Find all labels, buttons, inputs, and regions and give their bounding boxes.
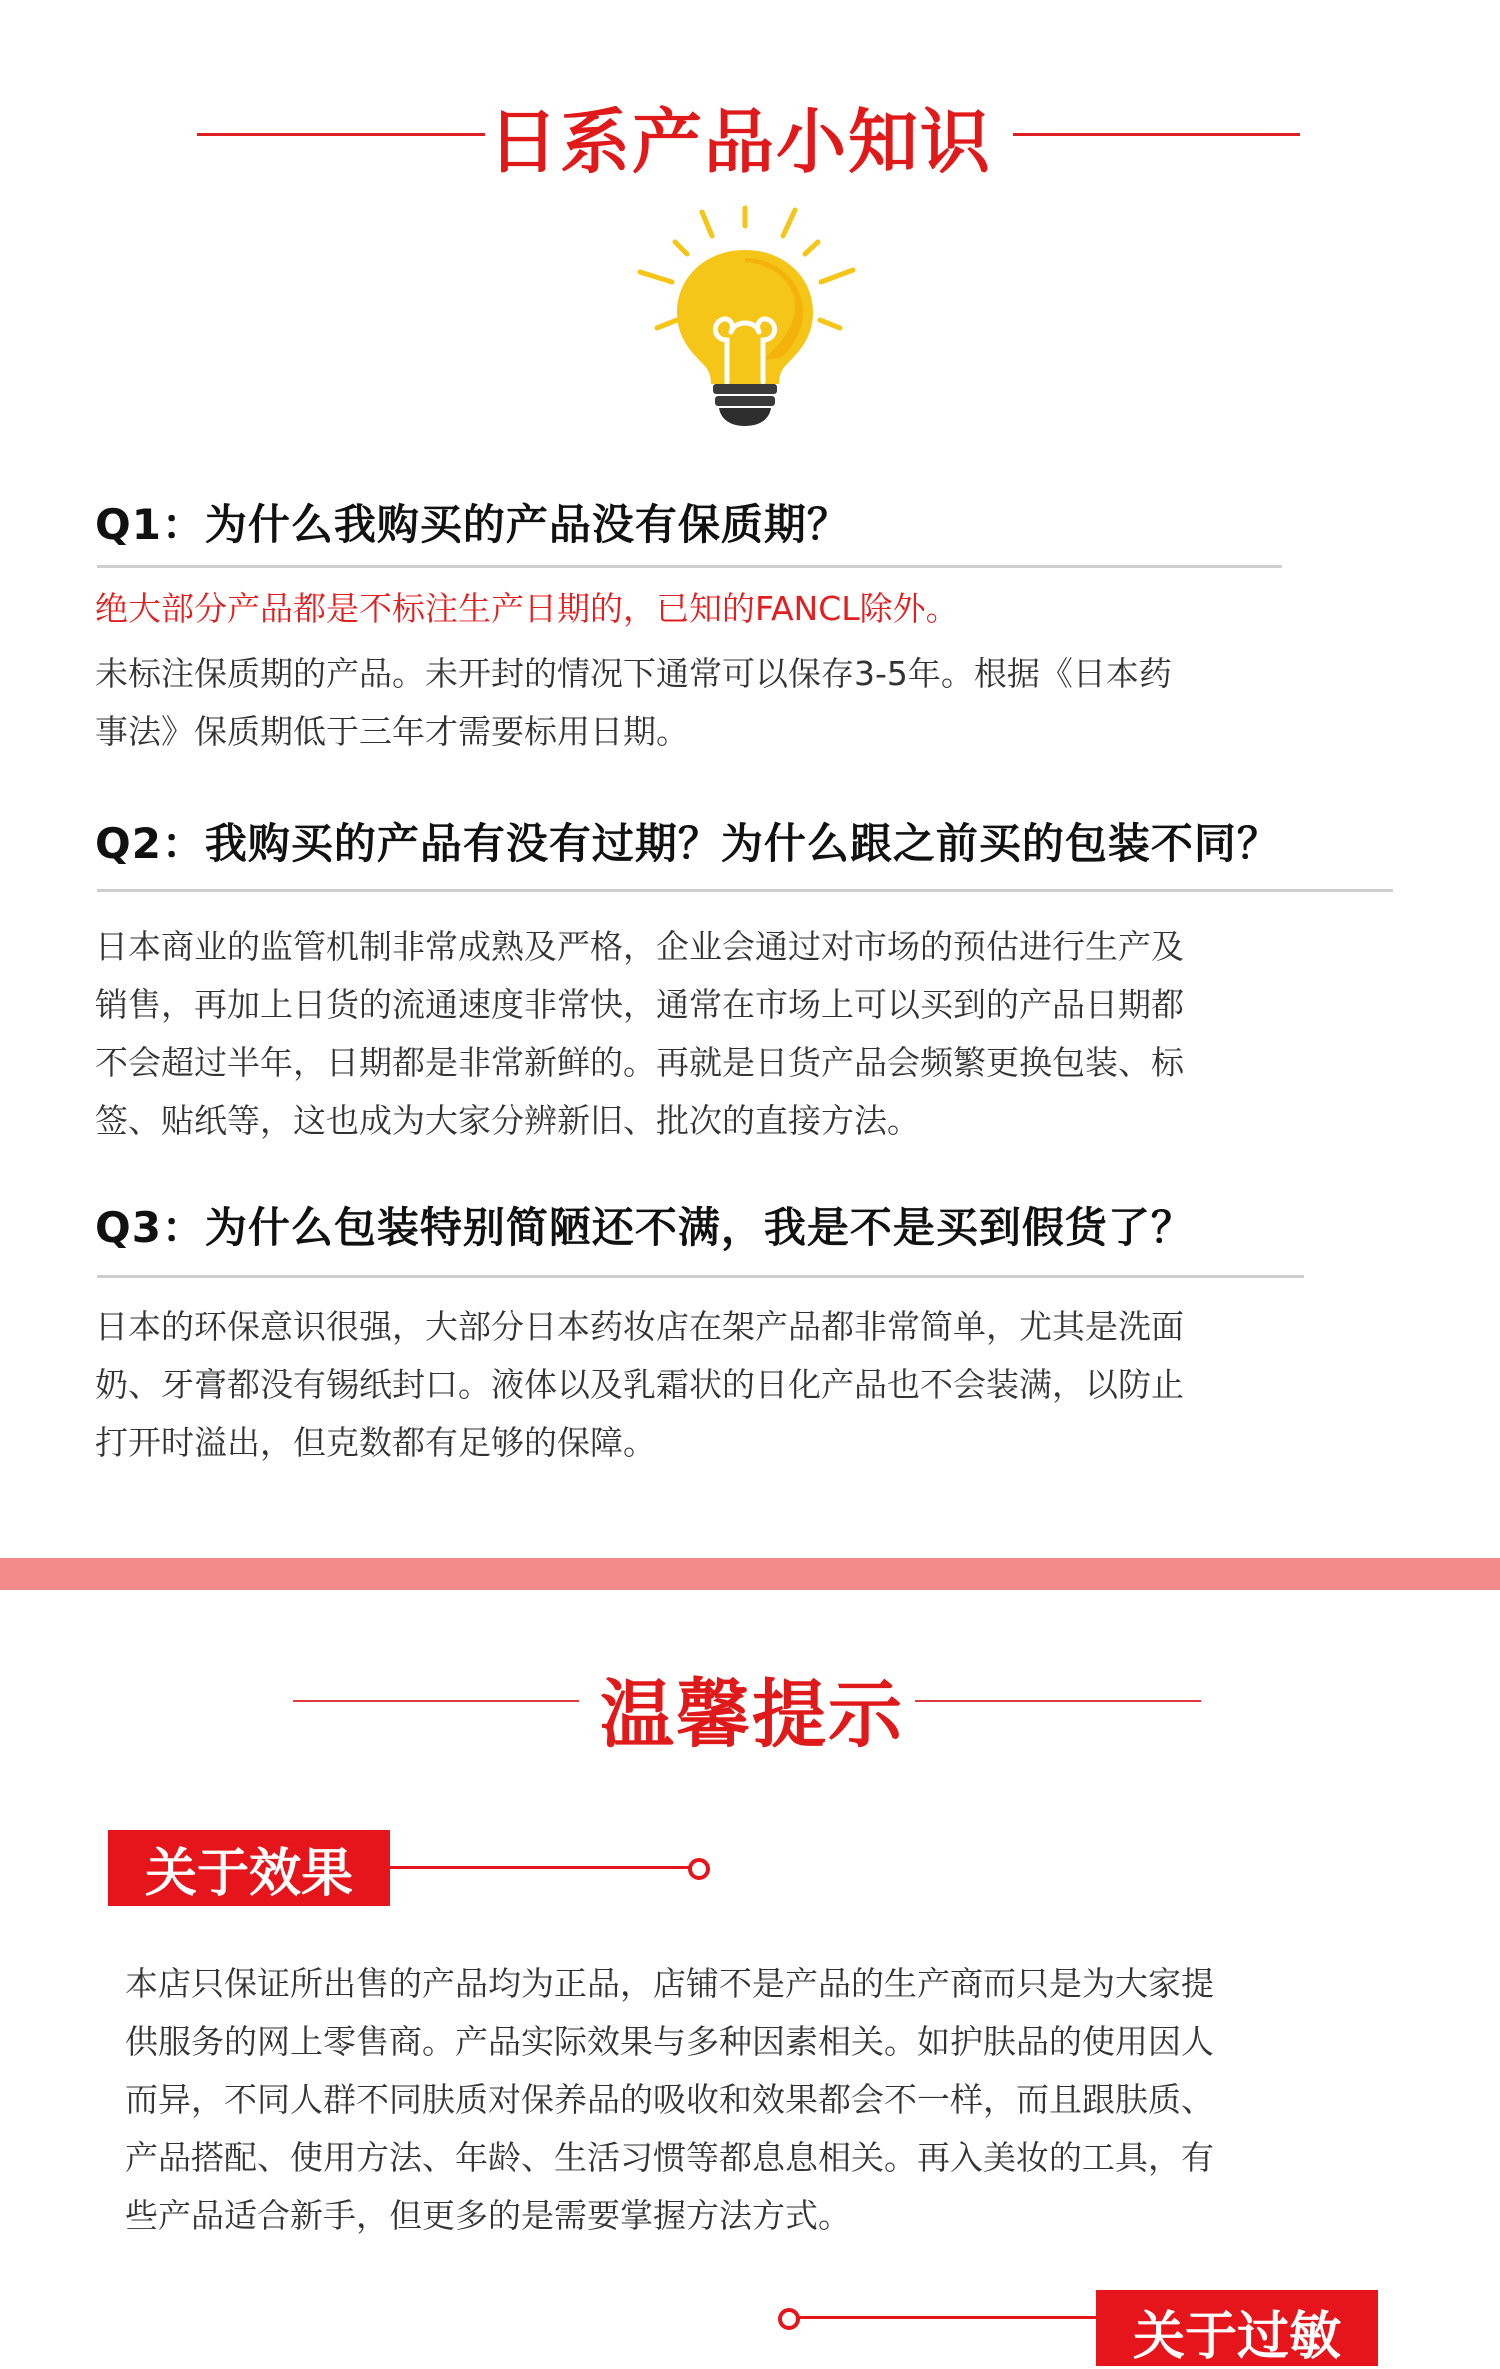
section-divider-band bbox=[0, 1558, 1500, 1590]
faq-question-3: Q3：为什么包装特别简陋还不满，我是不是买到假货了？ bbox=[95, 1203, 1194, 1252]
faq-answer-1-line: 事法》保质期低于三年才需要标用日期。 bbox=[95, 712, 689, 751]
faq-answer-2-line: 日本商业的监管机制非常成熟及严格，企业会通过对市场的预估进行生产及 bbox=[95, 927, 1184, 966]
faq-answer-1-line: 未标注保质期的产品。未开封的情况下通常可以保存3-5年。根据《日本药 bbox=[95, 654, 1172, 693]
effect-description bbox=[125, 1955, 1214, 2245]
tag-allergy-start-dot bbox=[778, 2308, 800, 2330]
title2-right-line bbox=[915, 1700, 1201, 1702]
faq-answer-2-line: 销售，再加上日货的流通速度非常快，通常在市场上可以买到的产品日期都 bbox=[95, 985, 1184, 1024]
faq-divider-2 bbox=[97, 889, 1393, 892]
faq-divider-1 bbox=[97, 565, 1282, 568]
effect-description-line: 产品搭配、使用方法、年龄、生活习惯等都息息相关。再入美妆的工具，有 bbox=[125, 2138, 1214, 2177]
tag-effect: 关于效果 bbox=[108, 1830, 390, 1906]
tag-allergy-line bbox=[796, 2316, 1096, 2319]
faq-answer-3 bbox=[95, 1298, 1184, 1472]
faq-answer-2 bbox=[95, 918, 1184, 1150]
faq-answer-3-line: 打开时溢出，但克数都有足够的保障。 bbox=[95, 1423, 656, 1462]
faq-answer-2-line: 签、贴纸等，这也成为大家分辨新旧、批次的直接方法。 bbox=[95, 1101, 920, 1140]
effect-description-line: 而异，不同人群不同肤质对保养品的吸收和效果都会不一样，而且跟肤质、 bbox=[125, 2080, 1214, 2119]
title-left-line bbox=[197, 133, 485, 136]
faq-answer-1-highlight: 绝大部分产品都是不标注生产日期的，已知的FANCL除外。 bbox=[95, 589, 959, 628]
faq-answer-1 bbox=[95, 645, 1172, 761]
effect-description-line: 供服务的网上零售商。产品实际效果与多种因素相关。如护肤品的使用因人 bbox=[125, 2022, 1214, 2061]
effect-description-line: 本店只保证所出售的产品均为正品，店铺不是产品的生产商而只是为大家提 bbox=[125, 1964, 1214, 2003]
faq-divider-3 bbox=[97, 1275, 1304, 1278]
effect-description-line: 些产品适合新手，但更多的是需要掌握方法方式。 bbox=[125, 2196, 851, 2235]
title-right-line bbox=[1013, 133, 1300, 136]
tag-allergy: 关于过敏 bbox=[1096, 2290, 1378, 2366]
tag-effect-end-dot bbox=[688, 1858, 710, 1880]
title2-left-line bbox=[293, 1700, 579, 1702]
section-title-tips: 温馨提示 bbox=[600, 1672, 904, 1758]
section-title-knowledge: 日系产品小知识 bbox=[488, 100, 992, 183]
faq-question-1: Q1：为什么我购买的产品没有保质期？ bbox=[95, 500, 850, 549]
faq-answer-2-line: 不会超过半年，日期都是非常新鲜的。再就是日货产品会频繁更换包装、标 bbox=[95, 1043, 1184, 1082]
faq-answer-3-line: 日本的环保意识很强，大部分日本药妆店在架产品都非常简单，尤其是洗面 bbox=[95, 1307, 1184, 1346]
tag-effect-line bbox=[390, 1866, 690, 1869]
faq-answer-3-line: 奶、牙膏都没有锡纸封口。液体以及乳霜状的日化产品也不会装满，以防止 bbox=[95, 1365, 1184, 1404]
lightbulb-icon bbox=[635, 200, 865, 430]
faq-question-2: Q2：我购买的产品有没有过期？为什么跟之前买的包装不同？ bbox=[95, 819, 1280, 868]
